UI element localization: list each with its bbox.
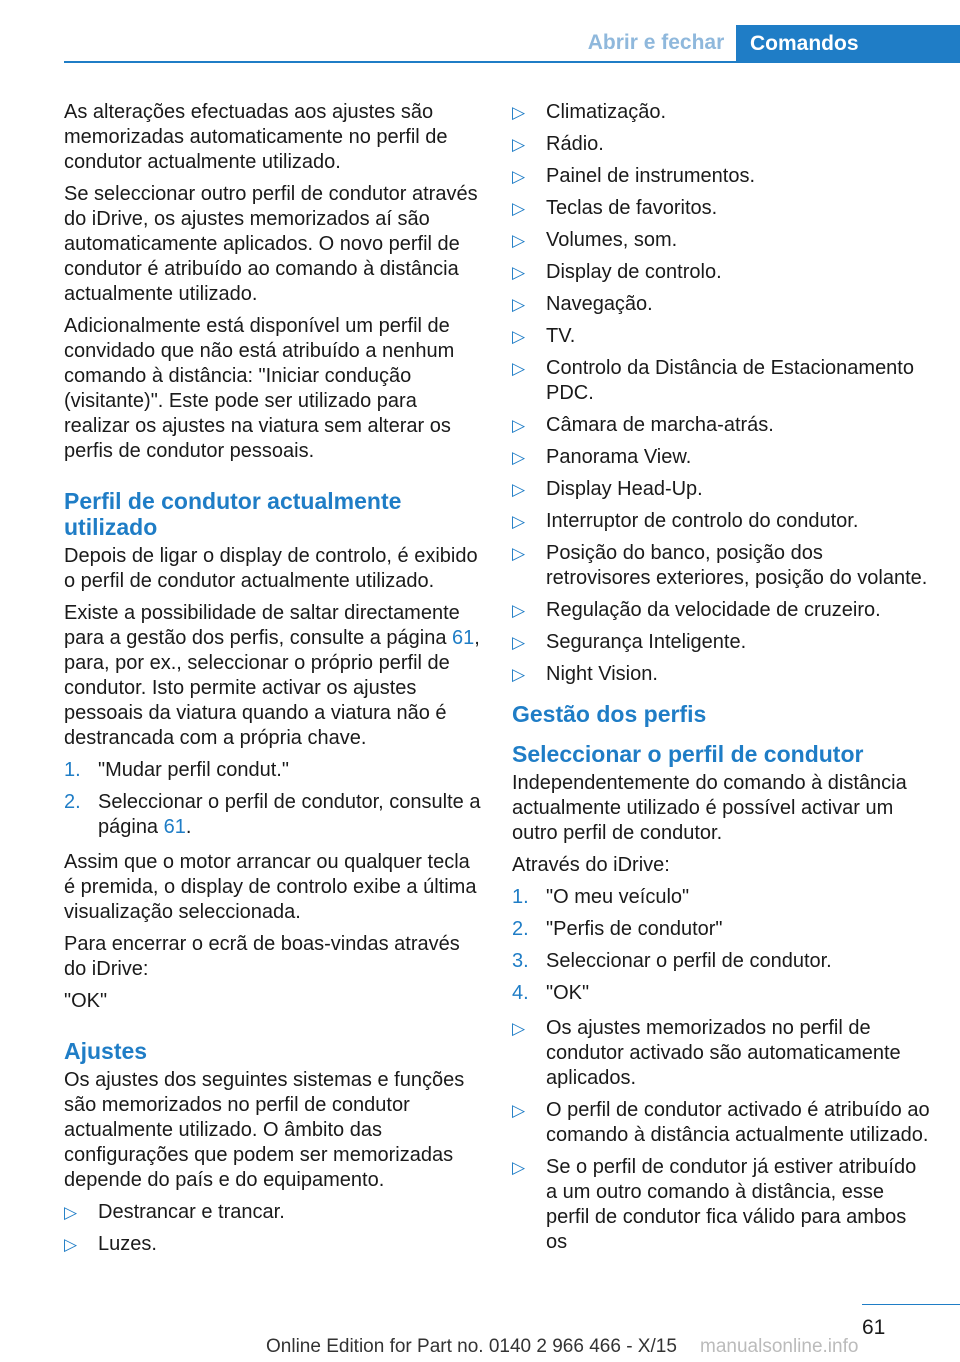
- list-item: 3. Seleccionar o perfil de condutor.: [512, 950, 832, 972]
- steps-list: [512, 885, 930, 1006]
- triangle-bullet-icon: ▷: [64, 1203, 78, 1222]
- triangle-bullet-icon: ▷: [512, 103, 526, 122]
- triangle-bullet-icon: ▷: [512, 601, 526, 620]
- triangle-bullet-icon: ▷: [512, 263, 526, 282]
- steps-list: [64, 758, 482, 840]
- triangle-bullet-icon: ▷: [512, 1101, 526, 1120]
- heading-gestao-perfis: Gestão dos perfis: [512, 701, 707, 727]
- list-item: ▷ Luzes.: [64, 1233, 157, 1255]
- paragraph: Se seleccionar outro perfil de condutor através do iDrive, os ajustes memorizados aí são automaticamente aplicados. O novo perfil de condutor é atribuído ao comando à distância actualmente utilizado.: [64, 183, 478, 305]
- tab-abrir-e-fechar[interactable]: Abrir e fechar: [587, 31, 725, 54]
- paragraph: Independentemente do comando à distância actualmente utilizado é possível activar um outro perfil de condutor.: [512, 772, 907, 844]
- list-item: ▷ Destrancar e trancar.: [64, 1201, 285, 1223]
- list-item: ▷ Display de controlo.: [512, 261, 722, 283]
- list-item: ▷ Câmara de marcha-atrás.: [512, 414, 774, 436]
- list-item: ▷ Controlo da Distância de Estacionamento PDC.: [512, 357, 914, 404]
- list-item: ▷ Os ajustes memorizados no perfil de condutor activado são automaticamente aplicados.: [512, 1017, 901, 1089]
- step-number: 2.: [64, 791, 81, 813]
- triangle-bullet-icon: ▷: [512, 480, 526, 499]
- right-column: [512, 100, 930, 1265]
- triangle-bullet-icon: ▷: [512, 448, 526, 467]
- page-number: 61: [862, 1316, 886, 1339]
- step-number: 2.: [512, 918, 529, 940]
- list-item: ▷ Display Head-Up.: [512, 478, 703, 500]
- triangle-bullet-icon: ▷: [512, 359, 526, 378]
- paragraph: Adicionalmente está disponível um perfil de convidado que não está atribuído a nenhum comando à distância: "Iniciar condução (visitante)". Este pode ser utilizado para realizar os ajustes na viatura sem alterar os perfis de condutor pessoais.: [64, 315, 455, 462]
- list-item: ▷ Painel de instrumentos.: [512, 165, 756, 187]
- list-item: ▷ Climatização.: [512, 101, 667, 123]
- heading-perfil-actual: Perfil de condutor actualmente utilizado: [64, 488, 402, 540]
- list-item: 1. "Mudar perfil condut.": [64, 759, 289, 781]
- paragraph: Assim que o motor arrancar ou qualquer tecla é premida, o display de controlo exibe a última visualização seleccionada.: [64, 851, 477, 923]
- triangle-bullet-icon: ▷: [512, 231, 526, 250]
- triangle-bullet-icon: ▷: [512, 1158, 526, 1177]
- paragraph: Para encerrar o ecrã de boas-vindas através do iDrive:: [64, 933, 460, 980]
- paragraph: Através do iDrive:: [512, 854, 670, 876]
- edition-text: Online Edition for Part no. 0140 2 966 466 - X/15: [266, 1336, 677, 1357]
- list-item: ▷ Regulação da velocidade de cruzeiro.: [512, 599, 881, 621]
- step-number: 3.: [512, 950, 529, 972]
- list-item: ▷ Se o perfil de condutor já estiver atribuído a um outro comando à distância, esse perfil de condutor fica válido para ambos os: [512, 1156, 917, 1253]
- tab-comandos[interactable]: Comandos: [736, 25, 960, 63]
- left-column: [64, 100, 482, 1267]
- triangle-bullet-icon: ▷: [512, 167, 526, 186]
- heading-ajustes: Ajustes: [64, 1038, 148, 1064]
- triangle-bullet-icon: ▷: [512, 416, 526, 435]
- step-number: 4.: [512, 982, 529, 1004]
- triangle-bullet-icon: ▷: [64, 1235, 78, 1254]
- paragraph: Os ajustes dos seguintes sistemas e funções são memorizados no perfil de condutor actualmente utilizado. O âmbito das configurações que podem ser memorizadas depende do país e do equipamento.: [64, 1069, 465, 1191]
- list-item: 2. "Perfis de condutor": [512, 918, 723, 940]
- page-link[interactable]: 61: [163, 816, 186, 838]
- triangle-bullet-icon: ▷: [512, 544, 526, 563]
- list-item: ▷ Night Vision.: [512, 663, 658, 685]
- step-number: 1.: [64, 759, 81, 781]
- triangle-bullet-icon: ▷: [512, 665, 526, 684]
- triangle-bullet-icon: ▷: [512, 512, 526, 531]
- triangle-bullet-icon: ▷: [512, 633, 526, 652]
- bullet-list: [512, 100, 930, 687]
- list-item: ▷ Rádio.: [512, 133, 604, 155]
- list-item: ▷ Panorama View.: [512, 446, 692, 468]
- triangle-bullet-icon: ▷: [512, 327, 526, 346]
- paragraph: As alterações efectuadas aos ajustes são memorizadas automaticamente no perfil de condutor actualmente utilizado.: [64, 101, 448, 173]
- list-item: ▷ Volumes, som.: [512, 229, 678, 251]
- triangle-bullet-icon: ▷: [512, 199, 526, 218]
- paragraph: Existe a possibilidade de saltar directamente para a gestão dos perfis, consulte a página 61, para, por ex., seleccionar o próprio perfil de condutor. Isto permite activar os ajustes pessoais da viatura quando a viatura não é destrancada com a própria chave.: [64, 602, 480, 749]
- list-item: ▷ TV.: [512, 325, 576, 347]
- bullet-list: [512, 1016, 930, 1255]
- list-item: ▷ Posição do banco, posição dos retrovisores exteriores, posição do volante.: [512, 542, 928, 589]
- list-item: ▷ Interruptor de controlo do condutor.: [512, 510, 859, 532]
- paragraph: "OK": [64, 990, 108, 1012]
- list-item: ▷ Segurança Inteligente.: [512, 631, 747, 653]
- page-link[interactable]: 61: [452, 627, 475, 649]
- list-item: 1. "O meu veículo": [512, 886, 690, 908]
- list-item: ▷ Teclas de favoritos.: [512, 197, 718, 219]
- footer-rule: [862, 1304, 960, 1305]
- list-item: 2. Seleccionar o perfil de condutor, consulte a página 61.: [64, 791, 481, 838]
- list-item: ▷ O perfil de condutor activado é atribuído ao comando à distância actualmente utilizado.: [512, 1099, 930, 1146]
- heading-seleccionar-perfil: Seleccionar o perfil de condutor: [512, 741, 864, 767]
- bullet-list: [64, 1200, 482, 1257]
- triangle-bullet-icon: ▷: [512, 1019, 526, 1038]
- paragraph: Depois de ligar o display de controlo, é exibido o perfil de condutor actualmente utilizado.: [64, 545, 478, 592]
- step-number: 1.: [512, 886, 529, 908]
- list-item: ▷ Navegação.: [512, 293, 653, 315]
- triangle-bullet-icon: ▷: [512, 135, 526, 154]
- triangle-bullet-icon: ▷: [512, 295, 526, 314]
- watermark: manualsonline.info: [700, 1336, 859, 1357]
- list-item: 4. "OK": [512, 982, 590, 1004]
